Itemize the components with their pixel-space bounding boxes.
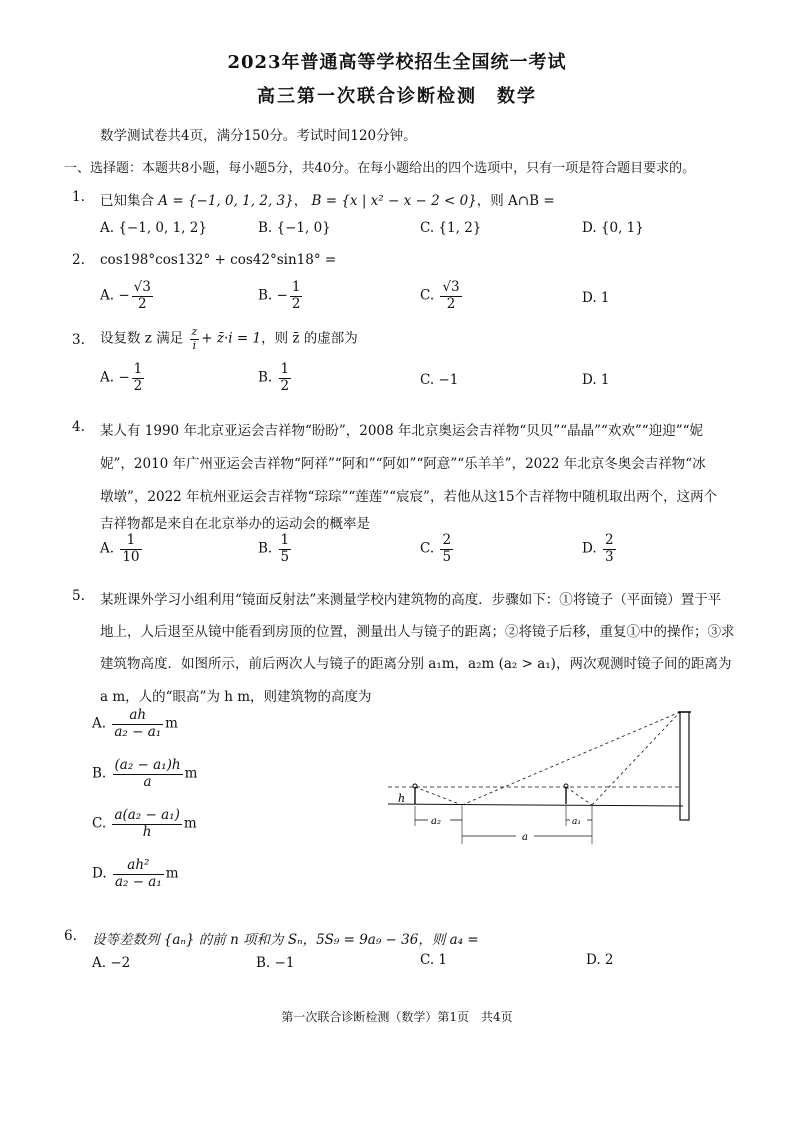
question-stem: 设复数 z 满足 $\frac{z}{i}$ + z̄·i = 1，则 z̄ 的虚部为 <box>100 325 358 352</box>
label-a: a <box>522 832 528 843</box>
question-line: 地上，人后退至从镜中能看到房顶的位置，测量出人与镜子的距离；②将镜子后移，重复①中的操作；③求 <box>100 624 735 640</box>
question-stem: 已知集合 A = {−1, 0, 1, 2, 3}， B = {x | x² − x − 2 < 0}，则 A∩B = <box>100 193 555 209</box>
question-line: 建筑物高度．如图所示，前后两次人与镜子的距离分别 a₁m，a₂m (a₂ > a₁)，两次观测时镜子间的距离为 <box>100 656 732 672</box>
question-line: 吉祥物都是来自在北京举办的运动会的概率是 <box>100 516 370 532</box>
fraction: $\frac{\text{a(a₂ − a₁)}}{h}$ <box>114 807 180 840</box>
fraction: $\frac{1}{2}$ <box>133 361 143 394</box>
label-a1: a₁ <box>572 817 581 827</box>
fraction: $\frac{1}{10}$ <box>122 532 140 565</box>
exam-subtitle: 高三第一次联合诊断检测 数学 <box>257 86 537 107</box>
option-b[interactable]: B. {−1, 0} <box>258 220 331 236</box>
option-a[interactable]: A. {−1, 0, 1, 2} <box>100 220 207 236</box>
question-stem: 设等差数列 {aₙ} 的前 n 项和为 Sₙ，5S₉ = 9a₉ − 36，则 a₄ = <box>92 932 479 948</box>
page-footer: 第一次联合诊断检测（数学）第1页 共4页 <box>281 1010 513 1024</box>
option-a[interactable]: A. − $\frac{1}{2}$ <box>100 361 143 394</box>
label-a2: a₂ <box>431 816 441 827</box>
option-d[interactable]: D. 2 <box>586 952 614 968</box>
option-c[interactable]: C. $\frac{2}{5}$ <box>420 532 452 565</box>
question-number: 1. <box>72 189 85 205</box>
option-b[interactable]: B. $\frac{\text{(a₂ − a₁)h}}{a}$ m <box>92 757 198 790</box>
option-b[interactable]: B. $\frac{1}{2}$ <box>258 361 290 394</box>
fraction: $\frac{z}{i}$ <box>191 325 198 352</box>
fraction: $\frac{ah}{\text{a₂ − a₁}}$ <box>114 707 162 740</box>
reflect-line-1 <box>462 712 680 805</box>
sight-line-2 <box>566 787 592 805</box>
option-b[interactable]: B. −1 <box>256 955 295 971</box>
stem-text: 已知集合 <box>100 193 154 209</box>
option-c[interactable]: C. 1 <box>420 952 448 968</box>
option-a[interactable]: A. −2 <box>92 955 131 971</box>
option-c[interactable]: C. $\frac{√3}{2}$ <box>420 279 460 312</box>
set-a: A = {−1, 0, 1, 2, 3} <box>158 193 294 209</box>
fraction: $\frac{1}{2}$ <box>280 361 290 394</box>
question-line: 某人有 1990 年北京亚运会吉祥物“盼盼”，2008 年北京奥运会吉祥物“贝贝”“晶晶”“欢欢”“迎迎”“妮 <box>100 423 704 439</box>
question-number: 6. <box>64 928 77 944</box>
fraction: $\frac{2}{5}$ <box>442 532 452 565</box>
exam-title: 2023年普通高等学校招生全国统一考试 <box>227 52 567 73</box>
option-d[interactable]: D. 1 <box>582 372 610 388</box>
fraction: $\frac{\text{(a₂ − a₁)h}}{a}$ <box>114 757 181 790</box>
option-a[interactable]: A. $\frac{ah}{\text{a₂ − a₁}}$ m <box>92 707 178 740</box>
question-line: a m，人的“眼高”为 h m，则建筑物的高度为 <box>100 689 372 705</box>
fraction: $\frac{1}{2}$ <box>291 279 301 312</box>
option-b[interactable]: B. $\frac{1}{5}$ <box>258 532 290 565</box>
label-h: h <box>398 792 406 805</box>
question-line: 某班课外学习小组利用“镜面反射法”来测量学校内建筑物的高度．步骤如下：①将镜子（平面镜）置于平 <box>100 592 722 608</box>
option-d[interactable]: D. $\frac{2}{3}$ <box>582 532 614 565</box>
question-line: 妮”，2010 年广州亚运会吉祥物“阿祥”“阿和”“阿如”“阿意”“乐羊羊”，2022 年北京冬奥会吉祥物“冰 <box>100 456 706 472</box>
option-c[interactable]: C. {1, 2} <box>420 220 482 236</box>
question-line: 墩墩”，2022 年杭州亚运会吉祥物“琮琮”“莲莲”“宸宸”，若他从这15个吉祥物中随机取出两个，这两个 <box>100 489 718 505</box>
option-d[interactable]: D. 1 <box>582 290 610 306</box>
option-c[interactable]: C. −1 <box>420 372 459 388</box>
mirror-reflection-diagram <box>388 706 700 856</box>
option-d[interactable]: D. $\frac{\text{ah²}}{\text{a₂ − a₁}}$ m <box>92 857 179 890</box>
option-d[interactable]: D. {0, 1} <box>582 220 644 236</box>
option-b[interactable]: B. − $\frac{1}{2}$ <box>258 279 301 312</box>
fraction: $\frac{1}{5}$ <box>280 532 290 565</box>
option-c[interactable]: C. $\frac{\text{a(a₂ − a₁)}}{h}$ m <box>92 807 197 840</box>
question-number: 5. <box>72 588 85 604</box>
sight-line-1 <box>415 787 462 805</box>
exam-info: 数学测试卷共4页，满分150分。考试时间120分钟。 <box>100 128 417 144</box>
question-number: 3. <box>72 332 85 348</box>
fraction: $\frac{\text{ah²}}{\text{a₂ − a₁}}$ <box>114 857 162 890</box>
fraction: $\frac{√3}{2}$ <box>442 279 460 312</box>
fraction: $\frac{√3}{2}$ <box>133 279 151 312</box>
section-heading: 一、选择题：本题共8小题，每小题5分，共40分。在每小题给出的四个选项中，只有一项是符合题目要求的。 <box>64 161 696 176</box>
ground-line <box>388 804 683 806</box>
question-stem: cos198°cos132° + cos42°sin18° = <box>100 252 337 268</box>
stem-text: ，则 A∩B = <box>476 193 555 209</box>
reflect-line-2 <box>592 712 680 805</box>
option-a[interactable]: A. $\frac{1}{10}$ <box>100 532 140 565</box>
question-number: 4. <box>72 419 85 435</box>
set-b: B = {x | x² − x − 2 < 0} <box>311 193 477 209</box>
fraction: $\frac{2}{3}$ <box>604 532 614 565</box>
question-number: 2. <box>72 252 85 268</box>
option-a[interactable]: A. − $\frac{√3}{2}$ <box>100 279 151 312</box>
building <box>680 712 689 820</box>
